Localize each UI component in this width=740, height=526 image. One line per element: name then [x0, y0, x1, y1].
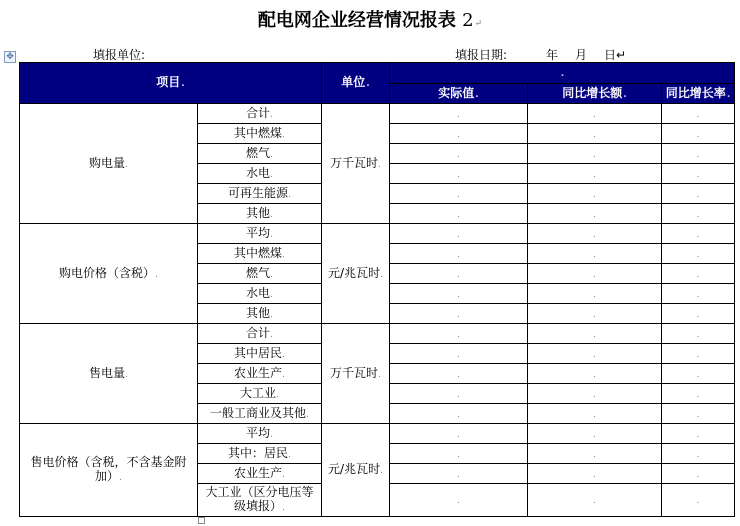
yoy-rate-cell[interactable]: . [662, 104, 735, 124]
yoy-amount-cell[interactable]: . [528, 104, 662, 124]
yoy-rate-cell[interactable]: . [662, 144, 735, 164]
yoy-rate-cell[interactable]: . [662, 444, 735, 464]
yoy-rate-cell[interactable]: . [662, 184, 735, 204]
item-label[interactable]: 大工业（区分电压等级填报）. [198, 484, 322, 517]
item-label[interactable]: 大工业. [198, 384, 322, 404]
yoy-rate-cell[interactable]: . [662, 484, 735, 517]
date-month-label: 月 [575, 48, 588, 62]
item-label[interactable]: 平均. [198, 424, 322, 444]
table-resize-handle[interactable] [198, 517, 205, 524]
yoy-amount-cell[interactable]: . [528, 204, 662, 224]
actual-value-cell[interactable]: . [390, 444, 528, 464]
item-label[interactable]: 水电. [198, 284, 322, 304]
yoy-rate-cell[interactable]: . [662, 404, 735, 424]
table-row [20, 224, 735, 244]
actual-value-cell[interactable]: . [390, 304, 528, 324]
actual-value-cell[interactable]: . [390, 384, 528, 404]
yoy-rate-cell[interactable]: . [662, 344, 735, 364]
yoy-rate-cell[interactable]: . [662, 264, 735, 284]
actual-value-cell[interactable]: . [390, 344, 528, 364]
group-label[interactable]: 售电量. [20, 324, 198, 424]
yoy-amount-cell[interactable]: . [528, 264, 662, 284]
actual-value-cell[interactable]: . [390, 144, 528, 164]
yoy-amount-cell[interactable]: . [528, 244, 662, 264]
yoy-rate-cell[interactable]: . [662, 464, 735, 484]
yoy-amount-cell[interactable]: . [528, 144, 662, 164]
actual-value-cell[interactable]: . [390, 364, 528, 384]
item-label[interactable]: 合计. [198, 324, 322, 344]
item-label[interactable]: 其中居民. [198, 344, 322, 364]
actual-value-cell[interactable]: . [390, 284, 528, 304]
yoy-rate-cell[interactable]: . [662, 164, 735, 184]
header-group-blank: . [390, 63, 735, 84]
date-year-label: 年 [546, 48, 559, 62]
yoy-amount-cell[interactable]: . [528, 124, 662, 144]
item-label[interactable]: 可再生能源. [198, 184, 322, 204]
yoy-amount-cell[interactable]: . [528, 324, 662, 344]
paragraph-mark: ↵ [474, 19, 483, 29]
yoy-rate-cell[interactable]: . [662, 284, 735, 304]
item-label[interactable]: 其中：居民. [198, 444, 322, 464]
unit-cell[interactable]: 万千瓦时. [322, 104, 390, 224]
group-label[interactable]: 购电量. [20, 104, 198, 224]
item-label[interactable]: 水电. [198, 164, 322, 184]
group-label[interactable]: 售电价格（含税，不含基金附加）. [20, 424, 198, 517]
yoy-amount-cell[interactable]: . [528, 424, 662, 444]
item-label[interactable]: 燃气. [198, 264, 322, 284]
actual-value-cell[interactable]: . [390, 224, 528, 244]
yoy-amount-cell[interactable]: . [528, 184, 662, 204]
item-label[interactable]: 其他. [198, 304, 322, 324]
yoy-amount-cell[interactable]: . [528, 384, 662, 404]
yoy-rate-cell[interactable]: . [662, 364, 735, 384]
yoy-amount-cell[interactable]: . [528, 464, 662, 484]
actual-value-cell[interactable]: . [390, 424, 528, 444]
item-label[interactable]: 其他. [198, 204, 322, 224]
unit-cell[interactable]: 元/兆瓦时. [322, 424, 390, 517]
unit-cell[interactable]: 元/兆瓦时. [322, 224, 390, 324]
header-item: 项目. [20, 63, 322, 104]
group-label[interactable]: 购电价格（含税）. [20, 224, 198, 324]
report-title [0, 6, 740, 32]
actual-value-cell[interactable]: . [390, 204, 528, 224]
yoy-amount-cell[interactable]: . [528, 164, 662, 184]
item-label[interactable]: 其中燃煤. [198, 124, 322, 144]
yoy-rate-cell[interactable]: . [662, 204, 735, 224]
actual-value-cell[interactable]: . [390, 184, 528, 204]
actual-value-cell[interactable]: . [390, 484, 528, 517]
item-label[interactable]: 燃气. [198, 144, 322, 164]
reporting-date-label: 填报日期: [455, 48, 508, 62]
header-yoy-rate: 同比增长率. [662, 84, 735, 104]
yoy-rate-cell[interactable]: . [662, 324, 735, 344]
unit-cell[interactable]: 万千瓦时. [322, 324, 390, 424]
table-move-handle-icon[interactable]: ✥ [4, 51, 16, 63]
report-title-number: 2 [462, 10, 474, 31]
actual-value-cell[interactable]: . [390, 104, 528, 124]
yoy-rate-cell[interactable]: . [662, 304, 735, 324]
yoy-rate-cell[interactable]: . [662, 384, 735, 404]
report-title-text: 配电网企业经营情况报表 [257, 10, 456, 31]
table-row [20, 104, 735, 124]
item-label[interactable]: 农业生产. [198, 364, 322, 384]
item-label[interactable]: 平均. [198, 224, 322, 244]
item-label[interactable]: 合计. [198, 104, 322, 124]
actual-value-cell[interactable]: . [390, 464, 528, 484]
actual-value-cell[interactable]: . [390, 264, 528, 284]
table-row [20, 424, 735, 444]
header-yoy-amount: 同比增长额. [528, 84, 662, 104]
yoy-amount-cell[interactable]: . [528, 284, 662, 304]
actual-value-cell[interactable]: . [390, 244, 528, 264]
yoy-rate-cell[interactable]: . [662, 124, 735, 144]
yoy-rate-cell[interactable]: . [662, 244, 735, 264]
reporting-unit-label: 填报单位: [93, 48, 146, 62]
yoy-rate-cell[interactable]: . [662, 424, 735, 444]
yoy-amount-cell[interactable]: . [528, 304, 662, 324]
yoy-rate-cell[interactable]: . [662, 224, 735, 244]
actual-value-cell[interactable]: . [390, 404, 528, 424]
item-label[interactable]: 其中燃煤. [198, 244, 322, 264]
yoy-amount-cell[interactable]: . [528, 444, 662, 464]
header-actual: 实际值. [390, 84, 528, 104]
table-row [20, 324, 735, 344]
yoy-amount-cell[interactable]: . [528, 484, 662, 517]
item-label[interactable]: 农业生产. [198, 464, 322, 484]
actual-value-cell[interactable]: . [390, 124, 528, 144]
actual-value-cell[interactable]: . [390, 324, 528, 344]
date-day-label: 日↵ [604, 48, 627, 62]
actual-value-cell[interactable]: . [390, 164, 528, 184]
yoy-amount-cell[interactable]: . [528, 404, 662, 424]
yoy-amount-cell[interactable]: . [528, 364, 662, 384]
item-label[interactable]: 一般工商业及其他. [198, 404, 322, 424]
yoy-amount-cell[interactable]: . [528, 344, 662, 364]
report-table [19, 62, 735, 517]
yoy-amount-cell[interactable]: . [528, 224, 662, 244]
header-unit: 单位. [322, 63, 390, 104]
